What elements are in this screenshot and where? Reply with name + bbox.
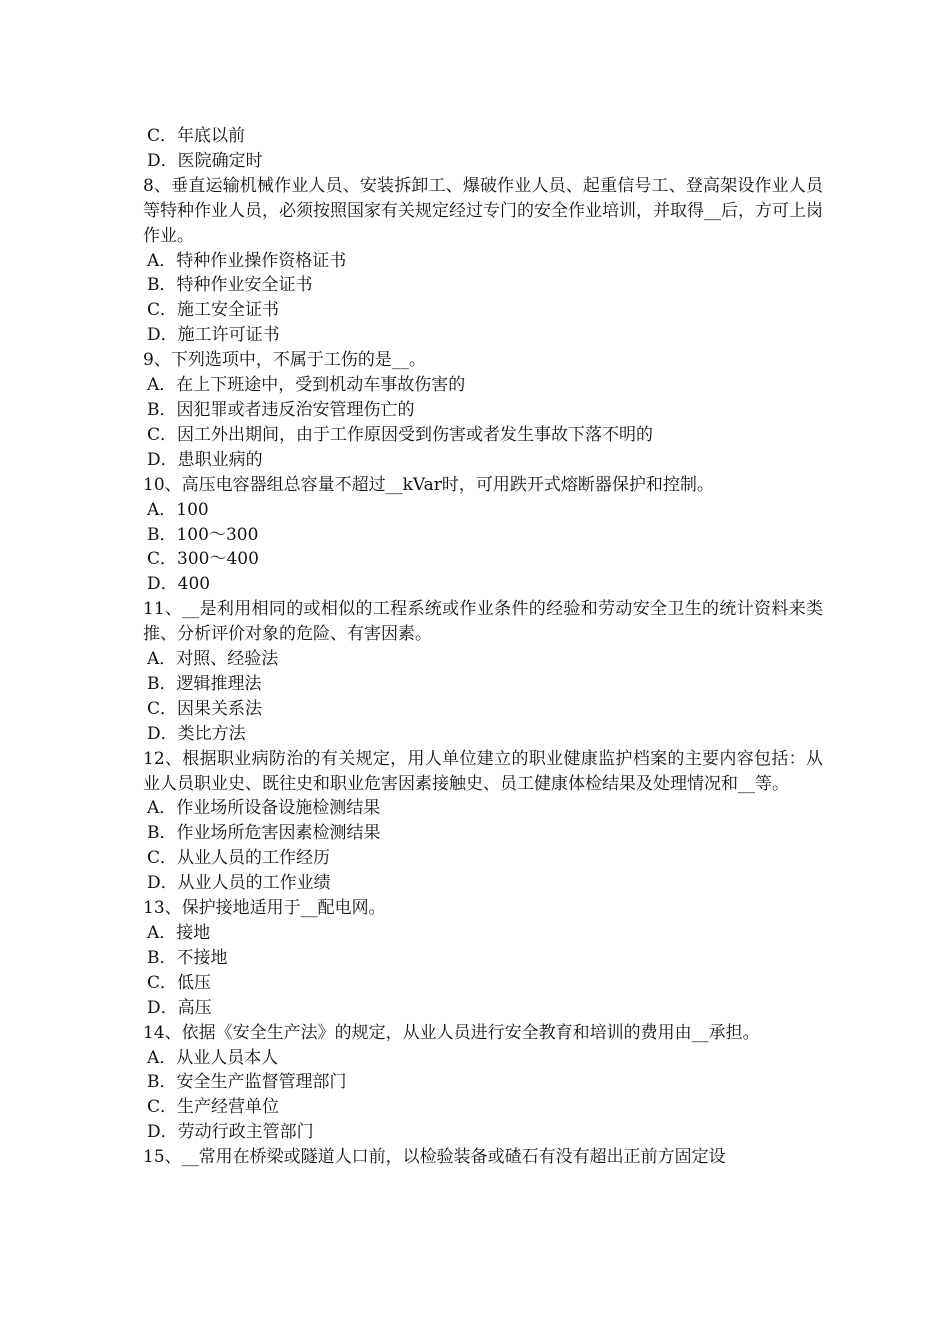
exam-content [143,124,823,1170]
question-15: 15、__常用在桥梁或隧道人口前，以检验装备或碴石有没有超出正前方固定设 [143,1147,726,1168]
option-line: B．作业场所危害因素检测结果 [147,823,381,844]
option-line: A．对照、经验法 [147,649,279,670]
option-line: B．特种作业安全证书 [147,275,313,296]
option-line: A．在上下班途中，受到机动车事故伤害的 [147,375,466,396]
question-9: 9、下列选项中，不属于工伤的是__。 [143,350,426,371]
option-line: C．从业人员的工作经历 [147,848,331,869]
option-line: D．劳动行政主管部门 [147,1122,314,1143]
option-line: D．从业人员的工作业绩 [147,873,331,894]
option-line: A．100 [147,499,209,520]
option-line: C．300～400 [147,549,259,570]
option-line: C．因工外出期间，由于工作原因受到伤害或者发生事故下落不明的 [147,424,654,445]
question-11: 11、__是利用相同的或相似的工程系统或作业条件的经验和劳动安全卫生的统计资料来类推、分析评价对象的危险、有害因素。 [143,599,823,645]
option-line: A．作业场所设备设施检测结果 [147,798,381,819]
option-line: A．接地 [147,923,211,943]
option-line: D．高压 [147,997,212,1018]
option-line: C．生产经营单位 [147,1097,280,1118]
option-line: B．不接地 [147,947,228,968]
option-line: B．100～300 [147,524,259,545]
option-line: A．特种作业操作资格证书 [147,250,347,271]
option-line: C．低压 [147,972,212,993]
option-line: B．逻辑推理法 [147,673,262,694]
question-8: 8、垂直运输机械作业人员、安装拆卸工、爆破作业人员、起重信号工、登高架设作业人员等特种作业人员，必须按照国家有关规定经过专门的安全作业培训，并取得__后，方可上岗作业。 [143,175,823,246]
question-12: 12、根据职业病防治的有关规定，用人单位建立的职业健康监护档案的主要内容包括：从业人员职业史、既往史和职业危害因素接触史、员工健康体检结果及处理情况和__等。 [143,748,823,794]
option-line: D．类比方法 [147,723,246,744]
option-line: C．施工安全证书 [147,300,280,321]
option-line: A．从业人员本人 [147,1047,279,1068]
option-line: C．因果关系法 [147,698,263,719]
option-line: D．医院确定时 [147,150,263,171]
option-line: B．安全生产监督管理部门 [147,1072,347,1093]
option-line: D．400 [147,574,211,595]
option-line: D．施工许可证书 [147,325,280,346]
option-line: C．年底以前 [147,126,246,146]
question-10: 10、高压电容器组总容量不超过__kVar时，可用跌开式熔断器保护和控制。 [143,474,714,495]
question-13: 13、保护接地适用于__配电网。 [143,898,386,919]
question-14: 14、依据《安全生产法》的规定，从业人员进行安全教育和培训的费用由__承担。 [143,1022,760,1043]
option-line: B．因犯罪或者违反治安管理伤亡的 [147,399,415,420]
option-line: D．患职业病的 [147,449,263,470]
